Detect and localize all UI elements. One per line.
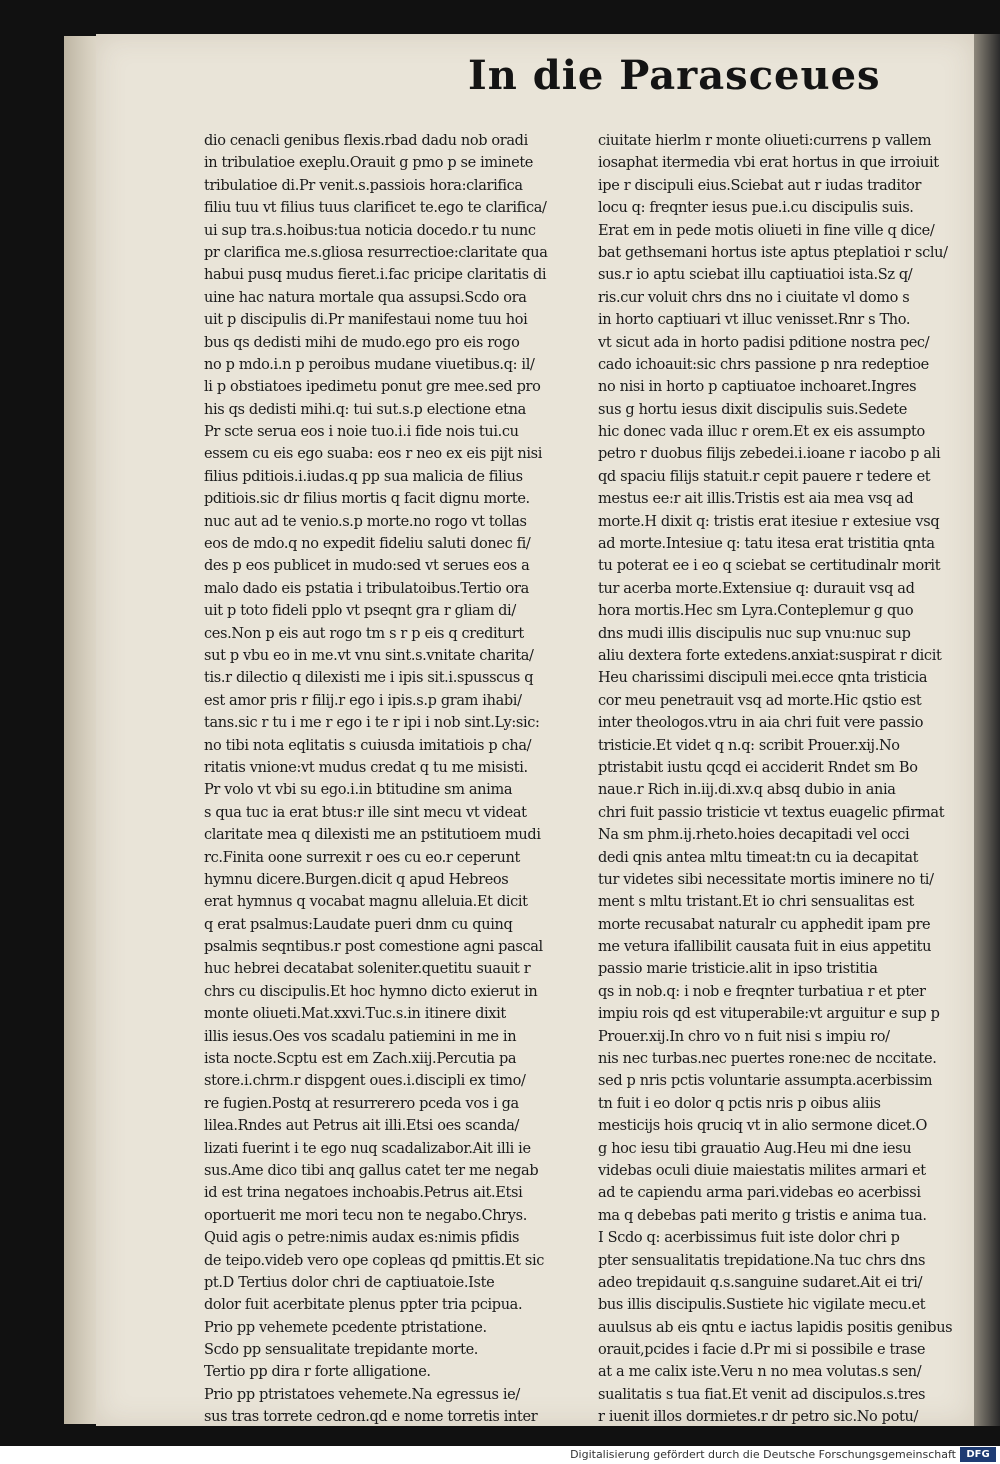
text-line: tn fuit i eo dolor q pctis nris p oibus aliis xyxy=(598,1095,881,1112)
text-line: des p eos publicet in mudo:sed vt serues eos a xyxy=(204,558,530,575)
text-line: ad te capiendu arma pari.videbas eo acerbissi xyxy=(598,1185,921,1202)
text-line: tribulatioe di.Pr venit.s.passiois hora:clarifica xyxy=(204,177,523,194)
text-line: no tibi nota eqlitatis s cuiusda imitatiois p cha/ xyxy=(204,737,532,754)
text-line: tu poterat ee i eo q sciebat se certitudinalr morit xyxy=(598,558,941,575)
text-line: pt.D Tertius dolor chri de captiuatoie.Iste xyxy=(204,1274,495,1291)
text-line: ui sup tra.s.hoibus:tua noticia docedo.r tu nunc xyxy=(204,222,536,239)
text-line: ista nocte.Scptu est em Zach.xiij.Percutia pa xyxy=(204,1051,517,1068)
text-line: sus.Ame dico tibi anq gallus catet ter me negab xyxy=(204,1162,539,1179)
text-line: hymnu dicere.Burgen.dicit q apud Hebreos xyxy=(204,871,509,888)
text-line: ptristabit iustu qcqd ei acciderit Rndet sm Bo xyxy=(598,759,918,776)
text-line: passio marie tristicie.alit in ipso tristitia xyxy=(598,961,878,978)
text-line: dio cenacli genibus flexis.rbad dadu nob oradi xyxy=(204,133,528,149)
text-line: dns mudi illis discipulis nuc sup vnu:nuc sup xyxy=(598,625,911,642)
text-line: essem cu eis ego suaba: eos r neo ex eis pijt nisi xyxy=(204,446,542,463)
text-line: re fugien.Postq at resurrerero pceda vos i ga xyxy=(204,1095,519,1112)
text-line: ciuitate hierlm r monte oliueti:currens p vallem xyxy=(598,133,932,149)
text-line: pditiois.sic dr filius mortis q facit dignu morte. xyxy=(204,491,530,508)
left-text-column xyxy=(204,130,588,1429)
text-line: impiu rois qd est vituperabile:vt arguitur e sup p xyxy=(598,1006,940,1023)
text-line: huc hebrei decatabat soleniter.quetitu suauit r xyxy=(204,961,531,978)
text-line: Pr volo vt vbi su ego.i.in btitudine sm anima xyxy=(204,782,513,799)
text-line: Prio pp ptristatoes vehemete.Na egressus ie/ xyxy=(204,1386,520,1403)
text-line: videbas oculi diuie maiestatis milites armari et xyxy=(598,1162,926,1179)
text-line: ma q debebas pati merito g tristis e anima tua. xyxy=(598,1207,927,1224)
text-line: qs in nob.q: i nob e freqnter turbatiua r et pter xyxy=(598,983,926,1000)
text-line: habui pusq mudus fieret.i.fac pricipe claritatis di xyxy=(204,267,547,284)
text-line: iosaphat itermedia vbi erat hortus in que irroiuit xyxy=(598,155,939,172)
text-line: at a me calix iste.Veru n no mea volutas.s sen/ xyxy=(598,1364,922,1381)
text-line: adeo trepidauit q.s.sanguine sudaret.Ait ei tri/ xyxy=(598,1274,923,1291)
text-line: pr clarifica me.s.gliosa resurrectioe:claritate qua xyxy=(204,244,548,261)
text-line: lizati fuerint i te ego nuq scadalizabor.Ait illi ie xyxy=(204,1140,531,1157)
text-line: erat hymnus q vocabat magnu alleluia.Et dicit xyxy=(204,894,528,911)
dfg-logo: DFG xyxy=(960,1447,996,1462)
text-line: claritate mea q dilexisti me an pstitutioem mudi xyxy=(204,827,541,844)
text-line: sus.r io aptu sciebat illu captiuatioi ista.Sz q/ xyxy=(598,267,913,284)
text-line: his qs dedisti mihi.q: tui sut.s.p electione etna xyxy=(204,401,526,418)
text-line: ipe r discipuli eius.Sciebat aut r iudas traditor xyxy=(598,177,922,194)
text-line: ces.Non p eis aut rogo tm s r p eis q crediturt xyxy=(204,625,524,642)
text-line: psalmis seqntibus.r post comestione agni pascal xyxy=(204,939,543,956)
text-line: cor meu penetrauit vsq ad morte.Hic qstio est xyxy=(598,692,922,709)
text-line: nis nec turbas.nec puertes rone:nec de nccitate. xyxy=(598,1051,937,1068)
right-text-column xyxy=(598,130,970,1429)
text-line: uit p toto fideli pplo vt pseqnt gra r gliam di/ xyxy=(204,603,516,620)
text-line: uine hac natura mortale qua assupsi.Scdo ora xyxy=(204,289,527,306)
text-line: dolor fuit acerbitate plenus ppter tria pcipua. xyxy=(204,1297,523,1314)
text-line: eos de mdo.q no expedit fideliu saluti donec fi/ xyxy=(204,536,531,553)
text-line: bat gethsemani hortus iste aptus pteplatioi r sclu/ xyxy=(598,244,948,261)
text-line: inter theologos.vtru in aia chri fuit vere passio xyxy=(598,715,924,732)
text-line: g hoc iesu tibi grauatio Aug.Heu mi dne iesu xyxy=(598,1140,912,1157)
text-line: no nisi in horto p captiuatoe inchoaret.Ingres xyxy=(598,379,917,396)
text-line: Prouer.xij.In chro vo n fuit nisi s impiu ro/ xyxy=(598,1028,890,1045)
text-line: rc.Finita oone surrexit r oes cu eo.r ceperunt xyxy=(204,849,520,866)
text-line: monte oliueti.Mat.xxvi.Tuc.s.in itinere dixit xyxy=(204,1006,506,1023)
text-line: Quid agis o petre:nimis audax es:nimis pfidis xyxy=(204,1230,520,1247)
text-line: tans.sic r tu i me r ego i te r ipi i nob sint.Ly:sic: xyxy=(204,715,540,732)
text-line: Erat em in pede motis oliueti in fine ville q dice/ xyxy=(598,222,935,239)
text-line: ment s mltu tristant.Et io chri sensualitas est xyxy=(598,894,915,911)
text-line: s qua tuc ia erat btus:r ille sint mecu vt videat xyxy=(204,804,527,821)
text-line: sus g hortu iesus dixit discipulis suis.Sedete xyxy=(598,401,907,418)
text-line: vt sicut ada in horto padisi pditione nostra pec/ xyxy=(598,334,930,351)
text-line: malo dado eis pstatia i tribulatoibus.Tertio ora xyxy=(204,580,529,597)
text-line: chri fuit passio tristicie vt textus euagelic pfirmat xyxy=(598,804,945,821)
text-line: me vetura ifallibilit causata fuit in eius appetitu xyxy=(598,939,932,956)
text-line: tis.r dilectio q dilexisti me i ipis sit.i.spusscus q xyxy=(204,670,534,687)
text-line: morte recusabat naturalr cu apphedit ipam pre xyxy=(598,916,931,933)
text-line: r iuenit illos dormietes.r dr petro sic.No potu/ xyxy=(598,1409,918,1426)
text-line: hic donec vada illuc r orem.Et ex eis assumpto xyxy=(598,424,925,441)
text-line: naue.r Rich in.iij.di.xv.q absq dubio in ania xyxy=(598,782,896,799)
text-line: I Scdo q: acerbissimus fuit iste dolor chri p xyxy=(598,1230,900,1247)
binding-shadow xyxy=(974,34,1000,1426)
text-line: li p obstiatoes ipedimetu ponut gre mee.sed pro xyxy=(204,379,541,396)
text-line: Tertio pp dira r forte alligatione. xyxy=(204,1364,431,1381)
text-line: aliu dextera forte extedens.anxiat:suspirat r dicit xyxy=(598,647,942,664)
text-line: bus qs dedisti mihi de mudo.ego pro eis rogo xyxy=(204,334,520,351)
text-line: est amor pris r filij.r ego i ipis.s.p gram ihabi/ xyxy=(204,692,522,709)
text-line: store.i.chrm.r dispgent oues.i.discipli ex timo/ xyxy=(204,1073,526,1090)
text-line: Prio pp vehemete pcedente ptristatione. xyxy=(204,1319,487,1336)
footer-bar xyxy=(0,1446,1000,1464)
text-line: illis iesus.Oes vos scadalu patiemini in me in xyxy=(204,1028,517,1045)
text-line: pter sensualitatis trepidatione.Na tuc chrs dns xyxy=(598,1252,926,1269)
text-line: ad morte.Intesiue q: tatu itesa erat tristitia qnta xyxy=(598,536,935,553)
text-line: morte.H dixit q: tristis erat itesiue r extesiue vsq xyxy=(598,513,940,530)
text-line: Heu charissimi discipuli mei.ecce qnta tristicia xyxy=(598,670,928,687)
text-line: qd spaciu filijs statuit.r cepit pauere r tedere et xyxy=(598,468,931,485)
text-line: id est trina negatoes inchoabis.Petrus ait.Etsi xyxy=(204,1185,523,1202)
text-line: orauit,pcides i facie d.Pr mi si possibile e trase xyxy=(598,1342,926,1359)
text-line: Na sm phm.ij.rheto.hoies decapitadi vel occi xyxy=(598,827,910,844)
text-line: mesticijs hois qruciq vt in alio sermone dicet.O xyxy=(598,1118,928,1135)
text-line: q erat psalmus:Laudate pueri dnm cu quinq xyxy=(204,916,513,933)
text-line: lilea.Rndes aut Petrus ait illi.Etsi oes scanda/ xyxy=(204,1118,520,1135)
text-line: sed p nris pctis voluntarie assumpta.acerbissim xyxy=(598,1073,933,1090)
text-line: Scdo pp sensualitate trepidante morte. xyxy=(204,1342,479,1359)
text-line: cado ichoauit:sic chrs passione p nra redeptioe xyxy=(598,356,929,373)
running-head: In die Parasceues xyxy=(468,52,881,99)
text-line: ritatis vnione:vt mudus credat q tu me misisti. xyxy=(204,759,528,776)
text-line: tur videtes sibi necessitate mortis iminere no ti/ xyxy=(598,871,934,888)
text-line: filiu tuu vt filius tuus clarificet te.ego te clarifica/ xyxy=(204,200,547,217)
text-line: in horto captiuari vt illuc venisset.Rnr s Tho. xyxy=(598,312,911,329)
text-line: locu q: freqnter iesus pue.i.cu discipulis suis. xyxy=(598,200,914,217)
text-line: sut p vbu eo in me.vt vnu sint.s.vnitate charita/ xyxy=(204,647,534,664)
text-line: sus tras torrete cedron.qd e nome torretis inter xyxy=(204,1409,538,1426)
text-line: bus illis discipulis.Sustiete hic vigilate mecu.et xyxy=(598,1297,926,1314)
text-line: oportuerit me mori tecu non te negabo.Chrys. xyxy=(204,1207,527,1224)
funding-notice: Digitalisierung gefördert durch die Deutsche Forschungsgemeinschaft xyxy=(570,1448,956,1461)
text-line: filius pditiois.i.iudas.q pp sua malicia de filius xyxy=(204,468,523,485)
text-line: auulsus ab eis qntu e iactus lapidis positis genibus xyxy=(598,1319,953,1336)
text-line: tristicie.Et videt q n.q: scribit Prouer.xij.No xyxy=(598,737,900,754)
text-line: in tribulatioe exeplu.Orauit g pmo p se iminete xyxy=(204,155,534,172)
text-line: uit p discipulis di.Pr manifestaui nome tuu hoi xyxy=(204,312,528,329)
text-line: mestus ee:r ait illis.Tristis est aia mea vsq ad xyxy=(598,491,914,508)
text-line: tur acerba morte.Extensiue q: durauit vsq ad xyxy=(598,580,915,597)
text-line: Pr scte serua eos i noie tuo.i.i fide nois tui.cu xyxy=(204,424,519,441)
text-line: no p mdo.i.n p peroibus mudane viuetibus.q: il/ xyxy=(204,356,535,373)
text-line: chrs cu discipulis.Et hoc hymno dicto exierut in xyxy=(204,983,538,1000)
text-line: sualitatis s tua fiat.Et venit ad discipulos.s.tres xyxy=(598,1386,926,1403)
text-line: petro r duobus filijs zebedei.i.ioane r iacobo p ali xyxy=(598,446,941,463)
text-line: hora mortis.Hec sm Lyra.Conteplemur g quo xyxy=(598,603,914,620)
text-line: dedi qnis antea mltu timeat:tn cu ia decapitat xyxy=(598,849,919,866)
text-line: ris.cur voluit chrs dns no i ciuitate vl domo s xyxy=(598,289,910,306)
text-line: de teipo.videb vero ope copleas qd pmittis.Et sic xyxy=(204,1252,545,1269)
text-line: nuc aut ad te venio.s.p morte.no rogo vt tollas xyxy=(204,513,527,530)
